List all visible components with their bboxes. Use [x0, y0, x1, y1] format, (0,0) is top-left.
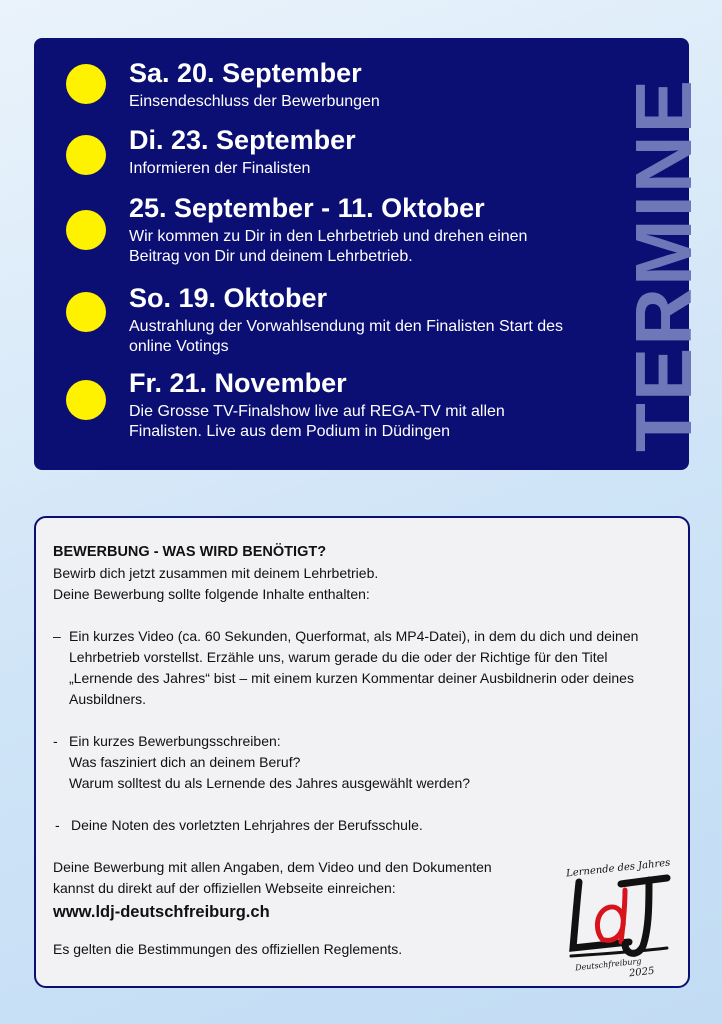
- intro-line: Deine Bewerbung sollte folgende Inhalte enthalten:: [53, 586, 370, 602]
- bullet-dot: [66, 135, 106, 175]
- list-marker: –: [53, 628, 61, 644]
- event-date: Fr. 21. November: [129, 368, 347, 398]
- event-description: Die Grosse TV-Finalshow live auf REGA-TV mit allen Finalisten. Live aus dem Podium in Düdingen: [129, 403, 505, 440]
- bullet-dot: [66, 292, 106, 332]
- event-date: Sa. 20. September: [129, 58, 362, 88]
- ldj-logo: [563, 858, 675, 978]
- event-date: So. 19. Oktober: [129, 283, 328, 313]
- logo-bottom-text: Deutschfreiburg: [574, 956, 642, 973]
- logo-top-text: Lernende des Jahres: [565, 857, 671, 880]
- event-description: Einsendeschluss der Bewerbungen: [129, 93, 380, 110]
- requirement-text: Ein kurzes Video (ca. 60 Sekunden, Querformat, als MP4-Datei), in dem du dich und deinen Lehrbetrieb vorstellst. Erzähle uns, warum gerade du die oder der Richtige für den Titel „Lernende des Jahres“ bist – mit einem kurzen Kommentar deiner Ausbildnerin oder deines Ausbildners.: [69, 628, 639, 707]
- event-date: 25. September - 11. Oktober: [129, 193, 485, 223]
- requirement-text: Deine Noten des vorletzten Lehrjahres der Berufsschule.: [71, 817, 423, 833]
- intro-line: Bewirb dich jetzt zusammen mit deinem Lehrbetrieb.: [53, 565, 379, 581]
- bewerbung-panel: [34, 516, 690, 988]
- event-description: Informieren der Finalisten: [129, 160, 311, 177]
- requirement-text: Was fasziniert dich an deinem Beruf?: [69, 754, 301, 770]
- requirement-letter: [53, 731, 673, 794]
- requirement-video: [53, 626, 673, 710]
- event-description: Wir kommen zu Dir in den Lehrbetrieb und drehen einen Beitrag von Dir und deinem Lehrbetrieb.: [129, 228, 528, 265]
- requirement-text: Ein kurzes Bewerbungsschreiben:: [69, 733, 281, 749]
- list-marker: -: [55, 817, 60, 833]
- termine-panel: [34, 38, 708, 470]
- requirement-text: Warum solltest du als Lernende des Jahres ausgewählt werden?: [69, 775, 471, 791]
- termine-vertical-title: TERMINE: [619, 78, 708, 452]
- rules-note: Es gelten die Bestimmungen des offiziellen Reglements.: [53, 941, 403, 957]
- requirement-grades: [53, 815, 673, 836]
- bullet-dot: [66, 210, 106, 250]
- list-marker: -: [53, 733, 58, 749]
- bewerbung-title: BEWERBUNG - WAS WIRD BENÖTIGT?: [53, 544, 327, 560]
- bullet-dot: [66, 64, 106, 104]
- bullet-dot: [66, 380, 106, 420]
- logo-year: 2025: [628, 965, 655, 980]
- website-link[interactable]: www.ldj-deutschfreiburg.ch: [53, 903, 270, 921]
- submit-text: Deine Bewerbung mit allen Angaben, dem Video und den Dokumenten: [53, 859, 492, 875]
- event-date: Di. 23. September: [129, 125, 356, 155]
- submit-text: kannst du direkt auf der offiziellen Webseite einreichen:: [53, 880, 396, 896]
- event-description: Austrahlung der Vorwahlsendung mit den Finalisten Start des online Votings: [129, 318, 564, 355]
